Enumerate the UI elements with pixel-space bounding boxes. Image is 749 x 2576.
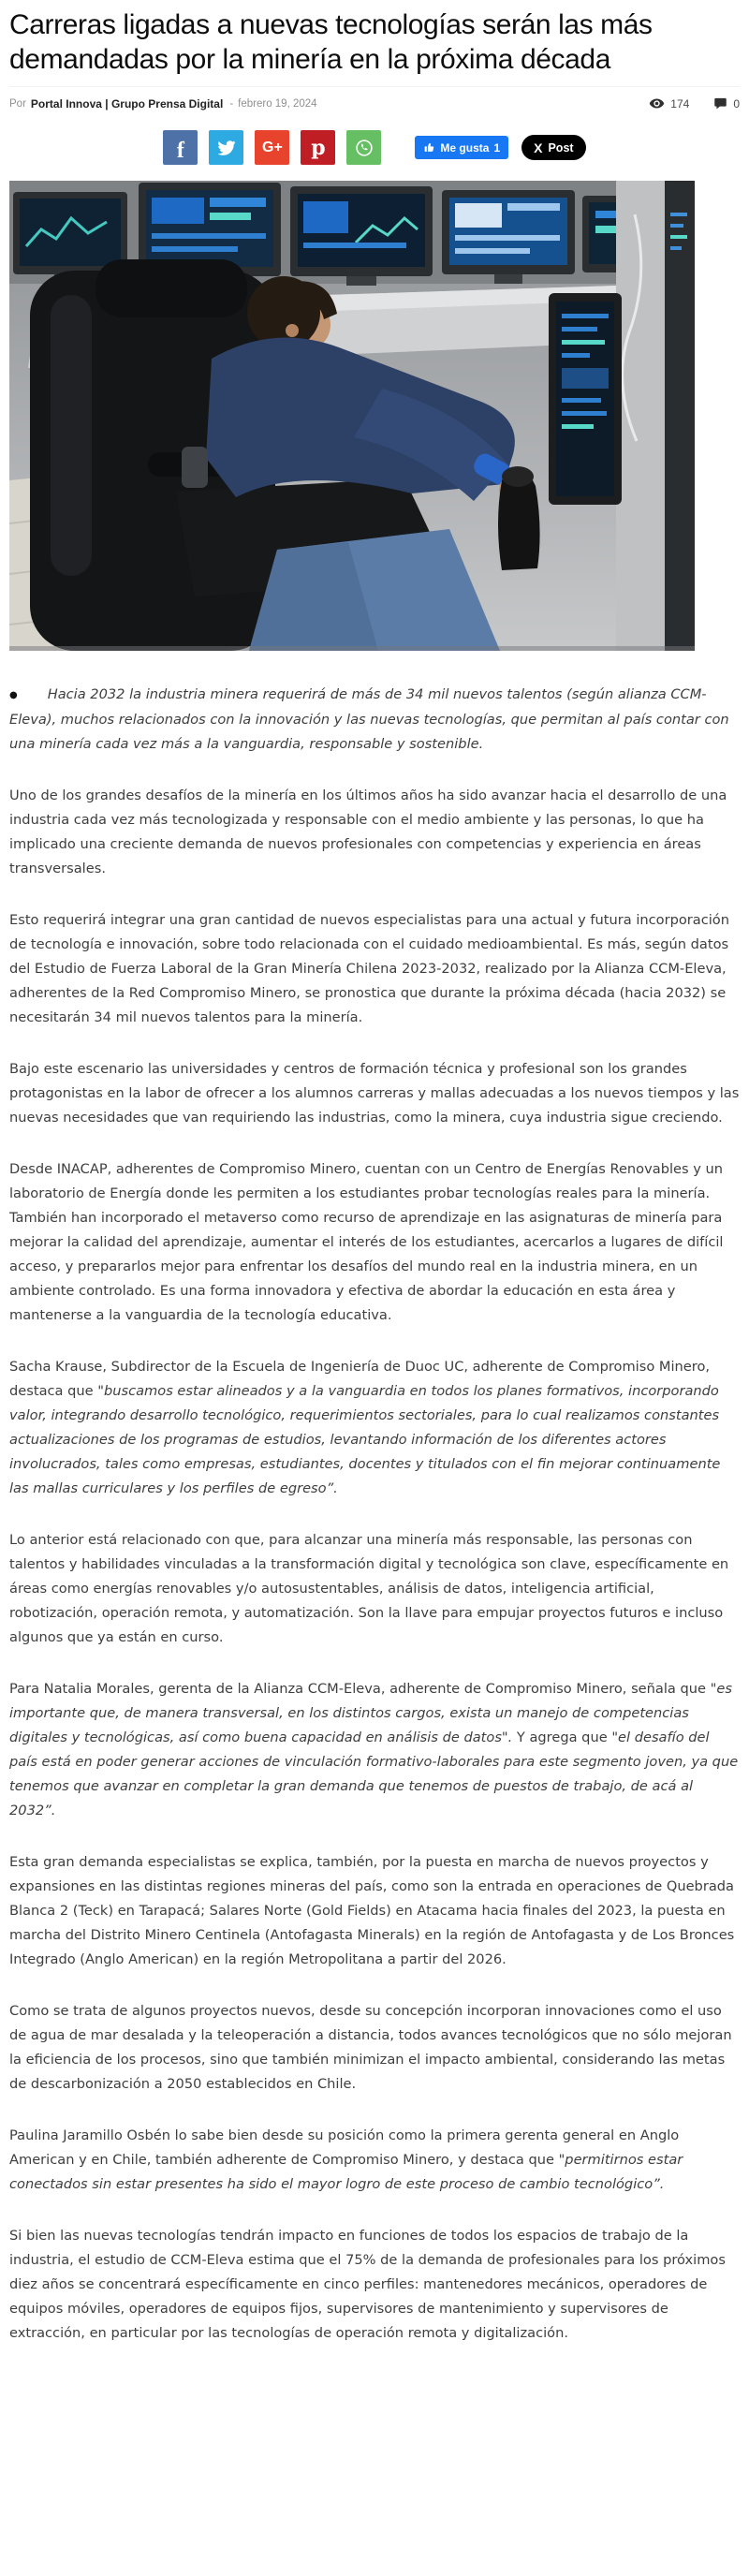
share-googleplus-button[interactable]: [255, 130, 289, 165]
article-lead-bullet: [9, 683, 740, 757]
share-whatsapp-button[interactable]: [346, 130, 381, 165]
twitter-bird-icon: [217, 139, 236, 157]
article-paragraph: [9, 1157, 740, 1328]
article-paragraph: [9, 1057, 740, 1130]
post-label: Post: [548, 140, 574, 155]
byline-dash: -: [229, 97, 234, 110]
body-text: Esta gran demanda especialistas se explica, también, por la puesta en marcha de nuevos proyectos y expansiones en las distintas regiones mineras del país, como son la entrada en operaciones de Quebrada Blanca 2 (Teck) en Tarapacá; Salares Norte (Gold Fields) en Atacama hacia finales del 2023, la puesta en marcha del Distrito Minero Centinela (Antofagasta Minerals) en la región de Antofagasta y de Los Bronces Integrado (Anglo American) en la región Metropolitana a partir del 2026.: [9, 1854, 735, 1967]
author-link[interactable]: Portal Innova | Grupo Prensa Digital: [30, 96, 224, 110]
views-eye-icon: [649, 96, 665, 111]
pinterest-p-icon: p: [311, 135, 326, 160]
quote-text: "permitirnos estar conectados sin estar presentes ha sido el mayor logro de este proceso de cambio tecnológico”.: [9, 2152, 683, 2192]
page-title: Carreras ligadas a nuevas tecnologías serán las más demandadas por la minería en la próxima década: [9, 9, 653, 75]
body-text: Desde INACAP, adherentes de Compromiso Minero, cuentan con un Centro de Energías Renovables y un laboratorio de Energía donde les permiten a los estudiantes probar tecnologías reales para la minería. También han incorporado el metaverso como recurso de aprendizaje en las asignaturas de minería para mejorar la calidad del aprendizaje, aumentar el interés de los estudiantes, acercarlos a lugares de difícil acceso, y prepararlos mejor para enfrentar los desafíos del mundo real en la industria minera, en un ambiente controlado. Es una forma innovadora y efectiva de abordar la educación en esta área y mantenerse a la vanguardia de la tecnología educativa.: [9, 1161, 724, 1323]
body-text: Uno de los grandes desafíos de la minería en los últimos años ha sido avanzar hacia el desarrollo de una industria cada vez más tecnologizada y responsable con el medio ambiente y las personas, lo que ha implicado una creciente demanda de nuevos profesionales con competencias y experiencia en áreas transversales.: [9, 788, 727, 876]
views-count: 174: [670, 96, 690, 110]
body-text: Sacha Krause, Subdirector de la Escuela de Ingeniería de Duoc UC, adherente de Compromiso Minero, destaca que: [9, 1359, 711, 1399]
like-count: 1: [493, 140, 501, 155]
body-text: Bajo este escenario las universidades y centros de formación técnica y profesional son los grandes protagonistas en la labor de ofrecer a los alumnos carreras y mallas adecuadas a los nuevos tiempos y las nuevas necesidades que van requiriendo las industrias, como la minera, cuya industria sigue creciendo.: [9, 1061, 740, 1126]
article-body: [9, 683, 740, 2346]
social-widget-group: [415, 135, 585, 160]
publish-date: febrero 19, 2024: [238, 97, 317, 110]
article-paragraph: [9, 2124, 740, 2197]
x-logo-icon: X: [534, 140, 543, 155]
hero-photo-illustration: [9, 181, 695, 651]
google-plus-icon: G+: [262, 139, 283, 155]
bullet-marker: ●: [9, 690, 18, 700]
article-paragraph: [9, 1528, 740, 1650]
x-post-button[interactable]: [521, 135, 585, 160]
comments-bubble-icon[interactable]: [713, 96, 727, 110]
share-pinterest-button[interactable]: [301, 130, 335, 165]
article-paragraph: [9, 1677, 740, 1823]
body-text: Y agrega que: [516, 1730, 612, 1745]
article-paragraph: [9, 784, 740, 881]
body-text: Lo anterior está relacionado con que, para alcanzar una minería más responsable, las personas con talentos y habilidades vinculadas a la transformación digital y tecnológica son clave, específicamente en áreas como energías renovables y/o autosustentables, análisis de datos, inteligencia artificial, robotización, operación remota, y automatización. Son la llave para empujar proyectos futuros e incluso algunos que ya están en curso.: [9, 1532, 729, 1645]
article-paragraph: [9, 1355, 740, 1501]
article-stats: [649, 96, 740, 111]
body-text: Paulina Jaramillo Osbén lo sabe bien desde su posición como la primera gerenta general en Anglo American y en Chile, también adherente de Compromiso Minero, y destaca que: [9, 2127, 680, 2168]
comments-count[interactable]: 0: [733, 96, 740, 110]
byline-prefix: Por: [9, 97, 26, 110]
whatsapp-icon: [354, 138, 374, 158]
share-twitter-button[interactable]: [209, 130, 243, 165]
quote-text: "el desafío del país está en poder generar acciones de vinculación formativo-laborales para este segmento joven, ya que tenemos que avanzar en completar la gran demanda que tenemos de puestos de trabajo, de acá al 2032”.: [9, 1730, 739, 1818]
share-facebook-button[interactable]: [163, 130, 198, 165]
like-label: Me gusta: [440, 140, 490, 155]
byline: [9, 86, 740, 117]
article-paragraph: [9, 908, 740, 1030]
quote-text: Hacia 2032 la industria minera requerirá de más de 34 mil nuevos talentos (según alianza CCM-Eleva), muchos relacionados con la innovación y las nuevas tecnologías, que permitan al país contar con una minería cada vez más a la vanguardia, responsable y sostenible.: [9, 686, 729, 752]
article-paragraph: [9, 1850, 740, 1972]
hero-image: [9, 181, 695, 651]
body-text: Esto requerirá integrar una gran cantidad de nuevos especialistas para una actual y futura incorporación de tecnología e innovación, sobre todo relacionada con el cuidado medioambiental. Es más, según datos del Estudio de Fuerza Laboral de la Gran Minería Chilena 2023-2032, realizado por la Alianza CCM-Eleva, adherentes de la Red Compromiso Minero, se pronostica que durante la próxima década (hacia 2032) se necesitarán 34 mil nuevos talentos para la minería.: [9, 912, 729, 1025]
quote-text: "buscamos estar alineados y a la vanguardia en todos los planes formativos, incorporando valor, integrando desarrollo tecnológico, requerimientos sectoriales, para lo cual realizamos constantes actualizaciones de los programas de estudios, levantando información de los diferentes actores involucrados, tales como empresas, estudiantes, docentes y titulados con el fin mejorar continuamente las mallas curriculares y los perfiles de egreso”.: [9, 1383, 721, 1496]
body-text: Si bien las nuevas tecnologías tendrán impacto en funciones de todos los espacios de trabajo de la industria, el estudio de CCM-Eleva estima que el 75% de la demanda de profesionales para los próximos diez años se concentrará específicamente en cinco perfiles: mantenedores mecánicos, operadores de equipos móviles, operadores de equipos fijos, supervisores de mantenimiento y supervisores de extracción, en particular por las tecnologías de operación remota y digitalización.: [9, 2228, 726, 2341]
share-bar: [9, 130, 740, 165]
article-paragraph: [9, 2224, 740, 2346]
body-text: Para Natalia Morales, gerenta de la Alianza CCM-Eleva, adherente de Compromiso Minero, señala que: [9, 1681, 711, 1697]
quote-text: "es importante que, de manera transversal, en los distintos cargos, exista un manejo de competencias digitales y tecnológicas, así como buena capacidad en análisis de datos".: [9, 1681, 732, 1745]
thumb-up-icon: [423, 141, 435, 154]
facebook-like-button[interactable]: [415, 136, 508, 159]
facebook-f-icon: f: [176, 138, 184, 163]
body-text: Como se trata de algunos proyectos nuevos, desde su concepción incorporan innovaciones como el uso de agua de mar desalada y la teleoperación a distancia, todos avances tecnológicos que no sólo mejoran la eficiencia de los procesos, sino que también minimizan el impacto ambiental, considerando las metas de descarbonización a 2050 establecidos en Chile.: [9, 2003, 732, 2092]
article-paragraph: [9, 1999, 740, 2097]
